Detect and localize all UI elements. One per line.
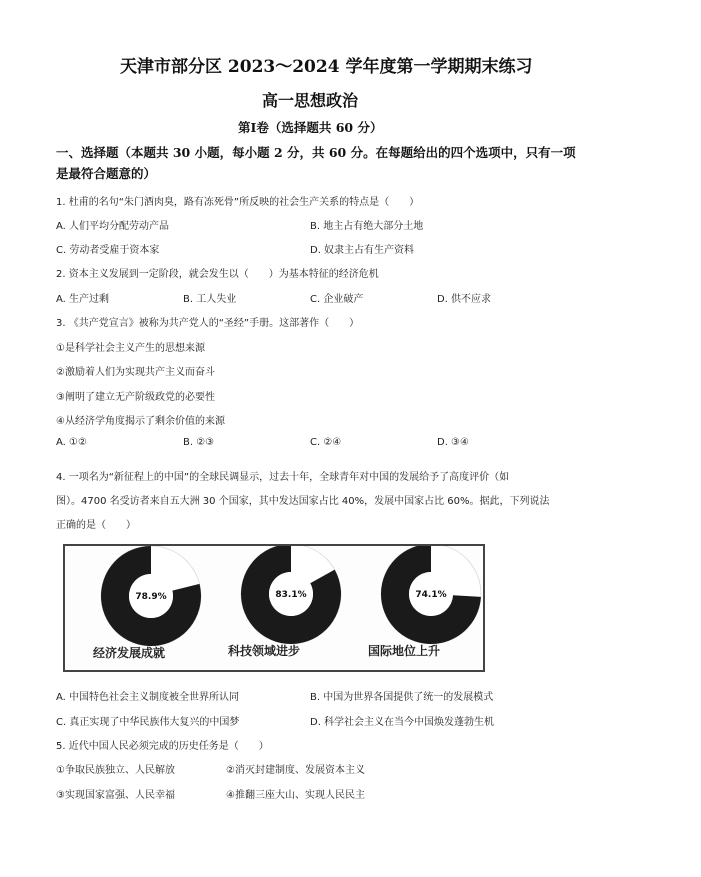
question-4-option-a[interactable]: A. 中国特色社会主义制度被全世界所认同 — [56, 692, 240, 703]
question-2-option-d[interactable]: D. 供不应求 — [437, 294, 492, 305]
question-1-option-d[interactable]: D. 奴隶主占有生产资料 — [310, 245, 415, 256]
question-1-option-b[interactable]: B. 地主占有绝大部分土地 — [310, 221, 424, 232]
question-2-option-b[interactable]: B. 工人失业 — [183, 294, 237, 305]
part-heading: 第Ⅰ卷（选择题共 60 分） — [238, 120, 383, 135]
exam-title: 天津市部分区 2023～2024 学年度第一学期期末练习 — [120, 57, 533, 77]
question-5-statement-2: ②消灭封建制度、发展资本主义 — [226, 765, 365, 776]
donut-value-label-economy: 78.9% — [135, 592, 167, 602]
question-2-stem: 2. 资本主义发展到一定阶段，就会发生以（ ）为基本特征的经济危机 — [56, 269, 379, 280]
question-3-statement-2: ②激励着人们为实现共产主义而奋斗 — [56, 367, 215, 378]
question-4-option-c[interactable]: C. 真正实现了中华民族伟大复兴的中国梦 — [56, 717, 240, 728]
survey-figure — [63, 544, 485, 672]
question-5-stem: 5. 近代中国人民必须完成的历史任务是（ ） — [56, 741, 269, 752]
question-4-option-b[interactable]: B. 中国为世界各国提供了统一的发展模式 — [310, 692, 494, 703]
question-4-stem-line1: 4. 一项名为“新征程上的中国”的全球民调显示，过去十年，全球青年对中国的发展给予了高度评价（如 — [56, 472, 510, 483]
question-2-option-c[interactable]: C. 企业破产 — [310, 294, 364, 305]
question-3-option-a[interactable]: A. ①② — [56, 437, 87, 448]
question-4-stem-line2: 图）。4700 名受访者来自五大洲 30 个国家，其中发达国家占比 40%，发展中国家占比 60%。据此，下列说法 — [56, 496, 550, 507]
question-3-option-d[interactable]: D. ③④ — [437, 437, 469, 448]
question-5-statement-3: ③实现国家富强、人民幸福 — [56, 790, 175, 801]
donut-value-label-technology: 83.1% — [275, 590, 307, 600]
question-5-statement-4: ④推翻三座大山、实现人民民主 — [226, 790, 365, 801]
subject-title: 高一思想政治 — [262, 91, 359, 110]
question-3-option-c[interactable]: C. ②④ — [310, 437, 342, 448]
chart-label-international: 国际地位上升 — [368, 644, 441, 658]
section-instructions-line1: 一、选择题（本题共 30 小题，每小题 2 分，共 60 分。在每题给出的四个选项中，只有一项 — [56, 145, 576, 160]
question-3-statement-1: ①是科学社会主义产生的思想来源 — [56, 343, 205, 354]
question-4-option-d[interactable]: D. 科学社会主义在当今中国焕发蓬勃生机 — [310, 717, 495, 728]
chart-label-economy: 经济发展成就 — [93, 646, 166, 660]
chart-label-technology: 科技领域进步 — [228, 644, 301, 658]
donut-value-label-international: 74.1% — [415, 590, 447, 600]
question-3-statement-3: ③阐明了建立无产阶级政党的必要性 — [56, 392, 215, 403]
question-2-option-a[interactable]: A. 生产过剩 — [56, 294, 110, 305]
question-1-option-c[interactable]: C. 劳动者受雇于资本家 — [56, 245, 160, 256]
question-5-statement-1: ①争取民族独立、人民解放 — [56, 765, 175, 776]
question-3-stem: 3. 《共产党宣言》被称为共产党人的“圣经”手册。这部著作（ ） — [56, 318, 360, 329]
question-3-statement-4: ④从经济学角度揭示了剩余价值的来源 — [56, 416, 225, 427]
question-1-option-a[interactable]: A. 人们平均分配劳动产品 — [56, 221, 170, 232]
question-4-stem-line3: 正确的是（ ） — [56, 520, 136, 531]
section-instructions-line2: 是最符合题意的） — [56, 166, 157, 181]
question-1-stem: 1. 杜甫的名句“朱门酒肉臭，路有冻死骨”所反映的社会生产关系的特点是（ ） — [56, 197, 420, 208]
question-3-option-b[interactable]: B. ②③ — [183, 437, 215, 448]
